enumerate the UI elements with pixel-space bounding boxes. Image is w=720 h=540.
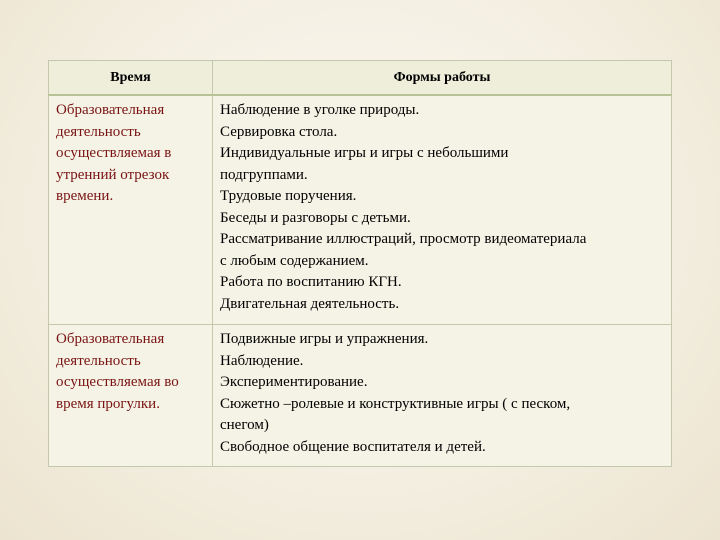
activities-table bbox=[48, 60, 672, 467]
forms-line: Двигательная деятельность. bbox=[220, 295, 400, 312]
forms-line: снегом) bbox=[220, 417, 269, 433]
forms-line: Работа по воспитанию КГН. bbox=[220, 274, 402, 290]
time-line: времени. bbox=[56, 188, 114, 204]
time-line: утренний отрезок bbox=[56, 166, 170, 183]
forms-line: Индивидуальные игры и игры с небольшими bbox=[220, 145, 509, 161]
time-line: деятельность bbox=[56, 123, 141, 140]
forms-line: Наблюдение в уголке природы. bbox=[220, 102, 420, 118]
forms-line: Экспериментирование. bbox=[220, 374, 368, 390]
header-time: Время bbox=[49, 61, 213, 96]
forms-cell bbox=[213, 95, 672, 325]
forms-line: Наблюдение. bbox=[220, 352, 304, 369]
forms-line: подгруппами. bbox=[220, 166, 308, 183]
time-line: осуществляемая во bbox=[56, 374, 179, 390]
header-forms: Формы работы bbox=[213, 61, 672, 96]
time-cell bbox=[49, 95, 213, 325]
time-cell bbox=[49, 325, 213, 467]
time-line: деятельность bbox=[56, 352, 141, 369]
forms-cell bbox=[213, 325, 672, 467]
time-line: время прогулки. bbox=[56, 395, 160, 412]
forms-line: Подвижные игры и упражнения. bbox=[220, 331, 429, 347]
forms-line: с любым содержанием. bbox=[220, 252, 369, 269]
forms-line: Сервировка стола. bbox=[220, 123, 338, 140]
table-row bbox=[49, 95, 672, 325]
forms-line: Трудовые поручения. bbox=[220, 188, 357, 204]
table-header-row bbox=[49, 61, 672, 96]
time-line: Образовательная bbox=[56, 331, 165, 347]
table-row bbox=[49, 325, 672, 467]
forms-line: Сюжетно –ролевые и конструктивные игры ( с песком, bbox=[220, 395, 571, 412]
time-line: осуществляемая в bbox=[56, 145, 172, 161]
time-line: Образовательная bbox=[56, 102, 165, 118]
forms-line: Свободное общение воспитателя и детей. bbox=[220, 438, 486, 455]
forms-line: Беседы и разговоры с детьми. bbox=[220, 209, 411, 226]
forms-line: Рассматривание иллюстраций, просмотр видеоматериала bbox=[220, 231, 587, 247]
